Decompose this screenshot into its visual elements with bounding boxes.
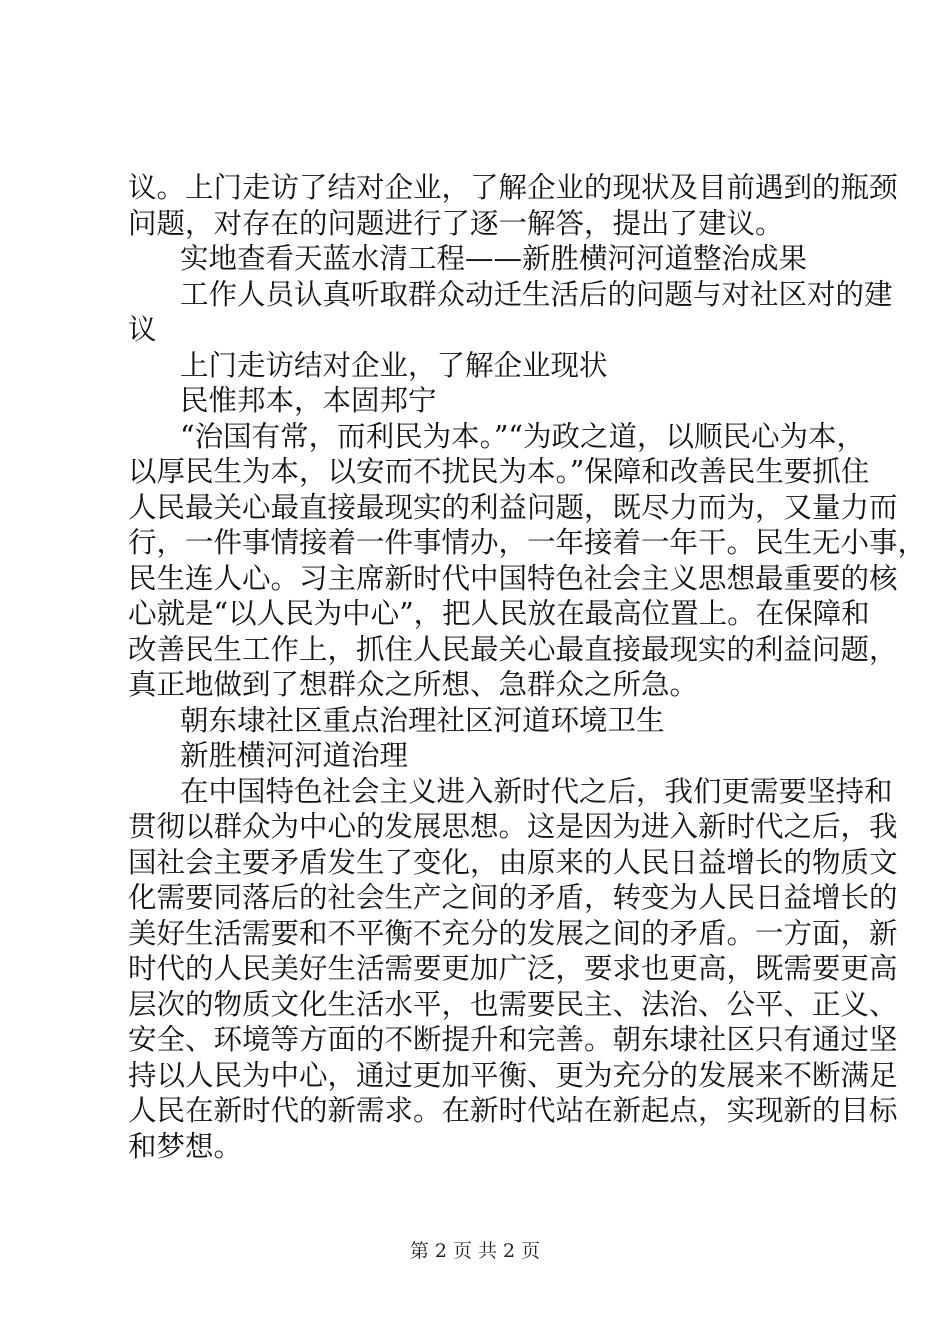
body-line: 时代的人民美好生活需要更加广泛，要求也更高，既需要更高 (128, 952, 898, 985)
body-line: 美好生活需要和不平衡不充分的发展之间的矛盾。一方面，新 (128, 917, 898, 950)
body-line: “治国有常，而利民为本。”“为政之道，以顺民心为本， (180, 420, 865, 453)
caption-line: 新胜横河河道治理 (180, 739, 409, 772)
body-line: 人民在新时代的新需求。在新时代站在新起点，实现新的目标 (128, 1094, 898, 1127)
body-line: 真正地做到了想群众之所想、急群众之所急。 (128, 668, 699, 701)
caption-line: 朝东埭社区重点治理社区河道环境卫生 (180, 704, 665, 737)
body-line: 贯彻以群众为中心的发展思想。这是因为进入新时代之后，我 (128, 810, 898, 843)
body-line: 人民最关心最直接最现实的利益问题，既尽力而为，又量力而 (128, 491, 898, 524)
body-line: 议。上门走访了结对企业，了解企业的现状及目前遇到的瓶颈 (128, 171, 898, 204)
body-line: 改善民生工作上，抓住人民最关心最直接最现实的利益问题， (128, 633, 898, 666)
body-line: 问题，对存在的问题进行了逐一解答，提出了建议。 (128, 207, 784, 240)
section-heading: 民惟邦本，本固邦宁 (180, 384, 437, 417)
body-line: 在中国特色社会主义进入新时代之后，我们更需要坚持和 (180, 775, 893, 808)
body-line: 民生连人心。习主席新时代中国特色社会主义思想最重要的核 (128, 562, 898, 595)
caption-line: 上门走访结对企业，了解企业现状 (180, 349, 608, 382)
body-line: 持以人民为中心，通过更加平衡、更为充分的发展来不断满足 (128, 1059, 898, 1092)
body-line: 和梦想。 (128, 1130, 243, 1163)
body-line: 以厚民生为本，以安而不扰民为本。”保障和改善民生要抓住 (128, 455, 870, 488)
caption-line: 实地查看天蓝水清工程——新胜横河河道整治成果 (180, 242, 808, 275)
body-line: 层次的物质文化生活水平，也需要民主、法治、公平、正义、 (128, 988, 898, 1021)
caption-line: 议 (128, 313, 157, 346)
caption-line: 工作人员认真听取群众动迁生活后的问题与对社区对的建 (180, 278, 893, 311)
body-line: 安全、环境等方面的不断提升和完善。朝东埭社区只有通过坚 (128, 1023, 898, 1056)
body-line: 化需要同落后的社会生产之间的矛盾，转变为人民日益增长的 (128, 881, 898, 914)
page-number: 第 2 页 共 2 页 (409, 1240, 541, 1262)
body-line: 心就是“以人民为中心”，把人民放在最高位置上。在保障和 (128, 597, 870, 630)
body-line: 国社会主要矛盾发生了变化，由原来的人民日益增长的物质文 (128, 846, 898, 879)
body-line: 行，一件事情接着一件事情办，一年接着一年干。民生无小事， (128, 526, 927, 559)
